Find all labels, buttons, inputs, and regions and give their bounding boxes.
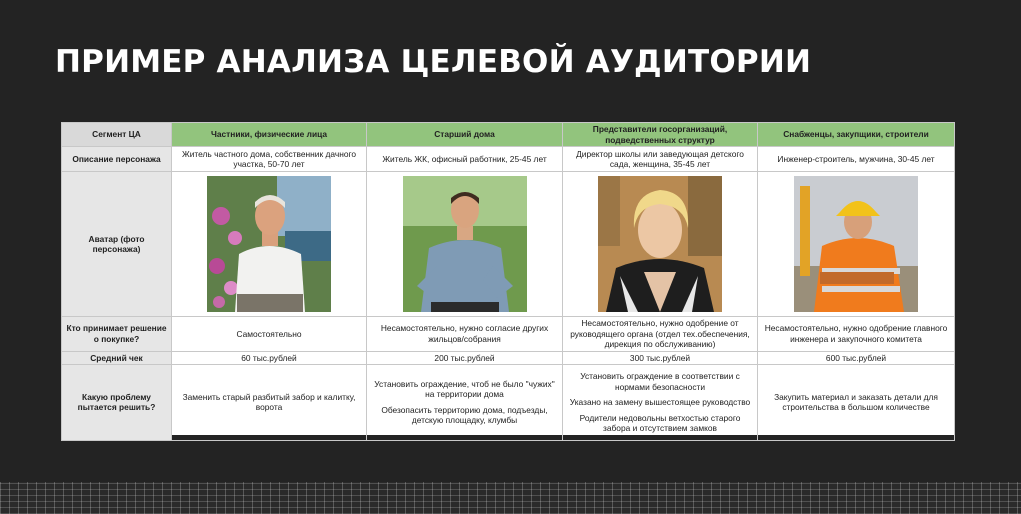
description-row xyxy=(62,147,955,172)
problem-text: Родители недовольны ветхостью старого забора и отсутствием замков xyxy=(579,412,741,433)
decision-cell: Несамостоятельно, нужно одобрение от руководящего органа (отдел тех.обеспечения, дирекция по обслуживанию) xyxy=(563,317,758,352)
row-label-description: Описание персонажа xyxy=(62,147,172,172)
problem-cell xyxy=(172,365,367,441)
segment-header: Снабженцы, закупщики, строители xyxy=(758,123,955,147)
avatar-cell xyxy=(367,172,563,317)
segment-header: Старший дома xyxy=(367,123,563,147)
problem-cell xyxy=(563,365,758,441)
check-cell: 60 тыс.рублей xyxy=(172,351,367,365)
row-label-decision: Кто принимает решение о покупке? xyxy=(62,317,172,352)
problem-text: Указано на замену вышестоящее руководство xyxy=(569,397,751,407)
problem-text: Заменить старый разбитый забор и калитку, ворота xyxy=(182,391,356,413)
avatar-row xyxy=(62,172,955,317)
row-label-problem: Какую проблему пытается решить? xyxy=(62,365,172,441)
description-cell: Житель ЖК, офисный работник, 25-45 лет xyxy=(367,147,563,172)
problem-text: Закупить материал и заказать детали для строительства в большом количестве xyxy=(774,391,938,413)
audience-table xyxy=(61,122,954,435)
avatar-cell xyxy=(563,172,758,317)
problem-text: Установить ограждение в соответствии с нормами безопасности xyxy=(580,371,740,392)
check-cell: 200 тыс.рублей xyxy=(367,351,563,365)
segment-header: Представители госорганизаций, подведственных структур xyxy=(563,123,758,147)
description-cell: Инженер-строитель, мужчина, 30-45 лет xyxy=(758,147,955,172)
problem-text: Обезопасить территорию дома, подъезды, детскую площадку, клумбы xyxy=(381,404,548,426)
office-man-photo xyxy=(403,176,527,312)
check-cell: 300 тыс.рублей xyxy=(563,351,758,365)
problem-row xyxy=(62,365,955,441)
description-cell: Директор школы или заведующая детского сада, женщина, 35-45 лет xyxy=(563,147,758,172)
corner-header: Сегмент ЦА xyxy=(62,123,172,147)
decision-cell: Несамостоятельно, нужно одобрение главного инженера и закупочного комитета xyxy=(758,317,955,352)
check-row xyxy=(62,351,955,365)
page-title: ПРИМЕР АНАЛИЗА ЦЕЛЕВОЙ АУДИТОРИИ xyxy=(55,44,812,80)
avatar-cell xyxy=(172,172,367,317)
problem-cell xyxy=(367,365,563,441)
decision-cell: Несамостоятельно, нужно согласие других жильцов/собрания xyxy=(367,317,563,352)
avatar-cell xyxy=(758,172,955,317)
problem-cell xyxy=(758,365,955,441)
decision-cell: Самостоятельно xyxy=(172,317,367,352)
elderly-man-photo xyxy=(207,176,331,312)
row-label-check: Средний чек xyxy=(62,351,172,365)
woman-director-photo xyxy=(598,176,722,312)
grid-floor-decoration xyxy=(0,482,1021,514)
decision-row xyxy=(62,317,955,352)
builder-photo xyxy=(794,176,918,312)
check-cell: 600 тыс.рублей xyxy=(758,351,955,365)
segment-header: Частники, физические лица xyxy=(172,123,367,147)
problem-text: Установить ограждение, чтоб не было "чужих" на территории дома xyxy=(374,378,555,400)
header-row xyxy=(62,123,955,147)
description-cell: Житель частного дома, собственник дачного участка, 50-70 лет xyxy=(172,147,367,172)
row-label-avatar: Аватар (фото персонажа) xyxy=(62,172,172,317)
